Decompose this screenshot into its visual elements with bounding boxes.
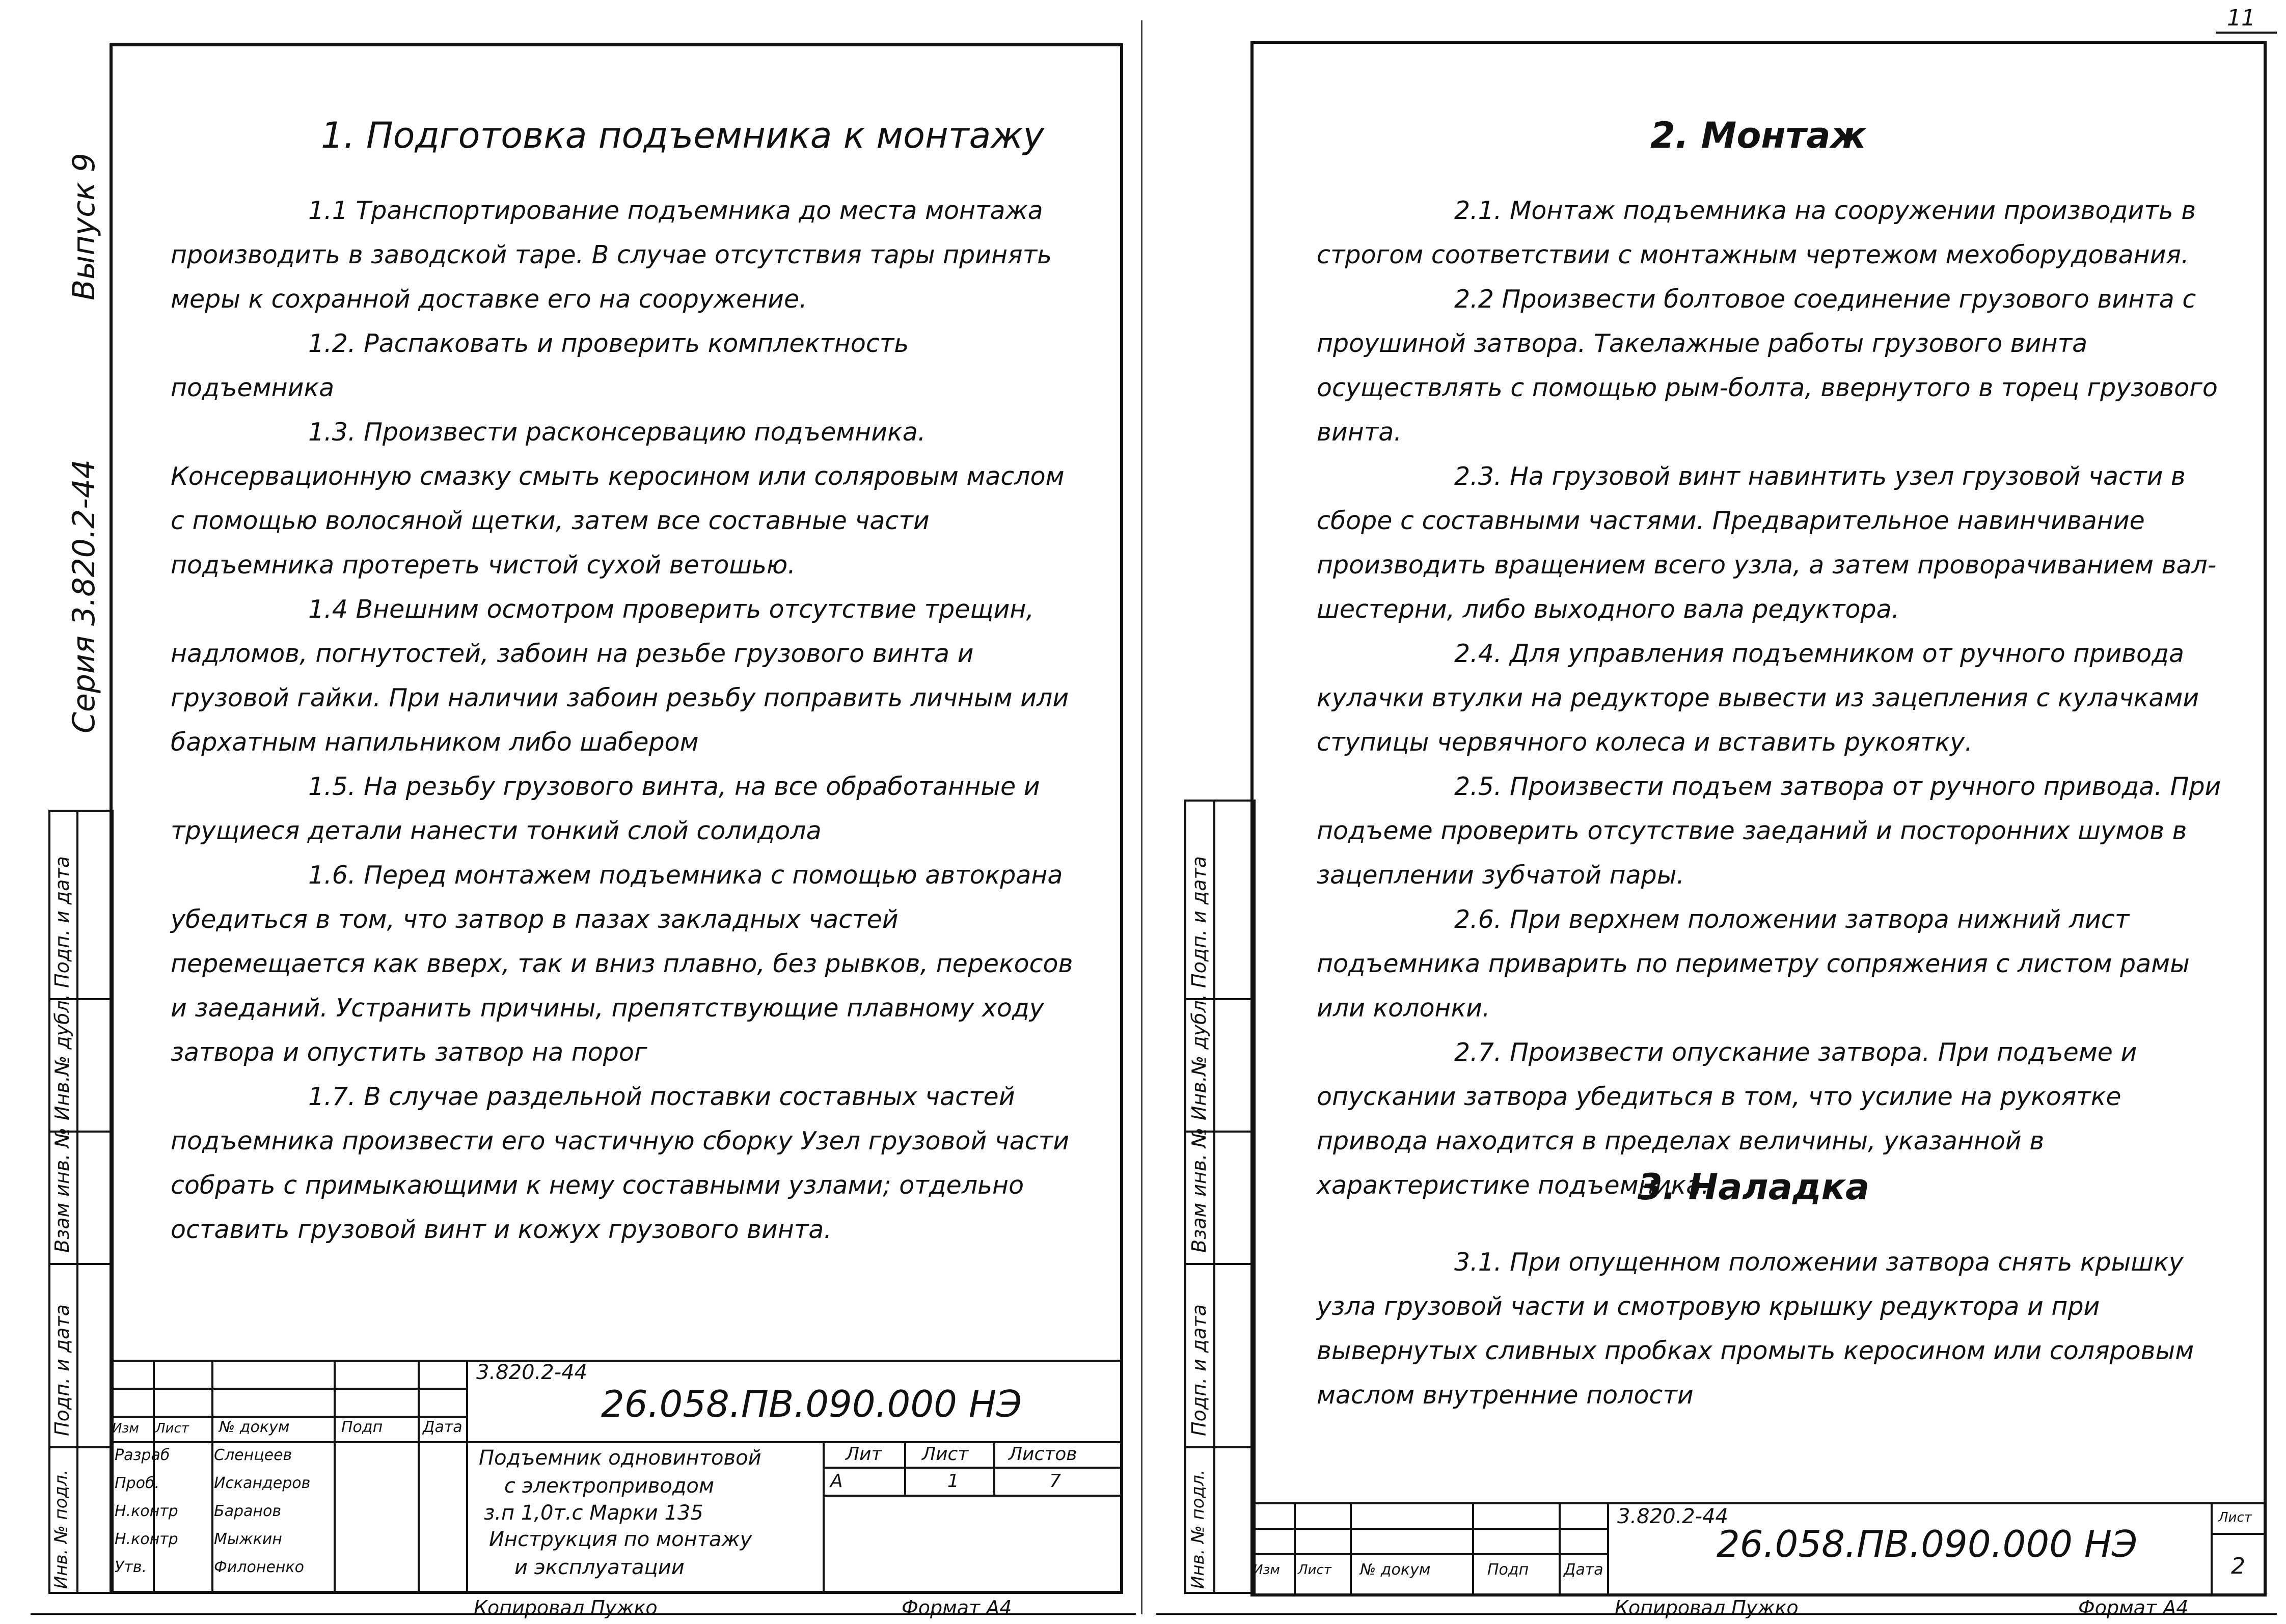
stamp-line [2211,1502,2213,1597]
section-3-body [1317,1240,2223,1417]
stamp-sheets-label: Листов [1009,1444,1077,1465]
paragraph-3-1: 3.1. При опущенном положении затвора снять крышку узла грузовой части и смотровую крышку редуктора и при вывернутых сливных пробках промыть керосином или соляровым маслом внутренние полости [1317,1248,2194,1410]
stamp-line [1607,1502,1609,1597]
page-number: 11 [2227,5,2255,31]
stamp-col-header: № докум [219,1418,290,1436]
paragraph-2-6: 2.6. При верхнем положении затвора нижний лист подъемника приварить по периметру сопряжения с листом рамы или колонки. [1317,905,2190,1023]
stamp-line [1250,1528,1607,1530]
stamp-line [1250,1553,1607,1555]
stamp-code: 26.058.ПВ.090.000 НЭ [601,1383,1022,1425]
stamp-description-line: з.п 1,0т.с Марки 135 [484,1501,703,1525]
left-side-series: Серия 3.820.2-44 [66,459,102,733]
right-stamp-col-header: Дата [1564,1561,1603,1579]
right-stamp-series: 3.820.2-44 [1617,1505,1729,1528]
left-strip-divider [76,810,78,1594]
right-strip-line [1184,1263,1256,1265]
left-footer-format: Формат А4 [902,1597,1012,1619]
stamp-series: 3.820.2-44 [476,1361,588,1384]
right-strip-label: Инв. № подл. [1188,1469,1208,1589]
stamp-line [993,1441,995,1495]
stamp-role: Разраб [115,1446,170,1464]
stamp-line [110,1441,1123,1443]
left-strip-line [48,1446,114,1448]
stamp-role: Н.контр [115,1502,178,1520]
right-bottom-rule [1156,1613,2277,1615]
stamp-line [823,1467,1123,1469]
paragraph-1-3: 1.3. Произвести расконсервацию подъемника. Консервационную смазку смыть керосином или соляровым маслом с помощью волосяной щетки, затем все составные части подъемника протереть чистой сухой ветошью. [171,418,1065,580]
paragraph-1-5: 1.5. На резьбу грузового винта, на все обработанные и трущиеся детали нанести тонкий слой солидола [171,772,1040,845]
left-side-issue: Выпуск 9 [66,153,102,300]
stamp-line [1472,1502,1474,1597]
stamp-role: Н.контр [115,1530,178,1548]
stamp-description-line: с электроприводом [504,1474,715,1498]
right-stamp-col-header: Лист [1298,1562,1331,1578]
stamp-col-header: Дата [423,1418,462,1436]
right-stamp-code: 26.058.ПВ.090.000 НЭ [1717,1523,2138,1565]
right-stamp-col-header: № докум [1360,1561,1431,1579]
stamp-sheet-label: Лист [922,1444,969,1465]
stamp-person: Филоненко [214,1558,305,1576]
stamp-person: Баранов [214,1502,282,1520]
stamp-line [110,1388,466,1390]
section-2-title: 2. Монтаж [1650,115,1866,156]
left-strip-line [48,1263,114,1265]
stamp-line [2211,1533,2267,1535]
left-bottom-rule [31,1613,1136,1615]
stamp-person: Искандеров [214,1474,311,1492]
paragraph-1-2: 1.2. Распаковать и проверить комплектность подъемника [171,329,909,402]
stamp-line [823,1441,825,1594]
left-strip-label: Подп. и дата [51,1304,73,1436]
stamp-role: Утв. [115,1558,147,1576]
left-strip-label: Инв.№ дубл. [51,994,73,1120]
stamp-line [1294,1502,1296,1597]
right-strip-label: Подп. и дата [1188,856,1210,988]
stamp-line [334,1360,336,1594]
section-3-title: 3. Наладка [1638,1166,1870,1208]
stamp-line [466,1360,468,1594]
right-stamp-sheet-value: 2 [2231,1553,2245,1579]
left-body [171,188,1077,1252]
stamp-sheet-value: 1 [947,1471,959,1492]
right-strip-label: Взам инв. № [1188,1127,1210,1253]
paragraph-2-2: 2.2 Произвести болтовое соединение грузового винта с проушиной затвора. Такелажные работы грузового винта осуществлять с помощью рым-болта, ввернутого в торец грузового винта. [1317,285,2218,447]
paragraph-2-7: 2.7. Произвести опускание затвора. При подъеме и опускании затвора убедиться в том, что усилие на рукоятке привода находится в пределах величины, указанной в характеристике подъемника. [1317,1038,2137,1200]
paragraph-2-5: 2.5. Произвести подъем затвора от ручного привода. При подъеме проверить отсутствие заеданий и посторонних шумов в зацеплении зубчатой пары. [1317,772,2221,890]
stamp-description-line: Подъемник одновинтовой [479,1446,761,1470]
left-strip-label: Инв. № подл. [51,1469,71,1589]
paragraph-1-4: 1.4 Внешним осмотром проверить отсутствие трещин, надломов, погнутостей, забоин на резьбе грузового винта и грузовой гайки. При наличии забоин резьбу поправить личным или бархатным напильником либо шабером [171,595,1069,757]
paragraph-2-1: 2.1. Монтаж подъемника на сооружении производить в строгом соответствии с монтажным чертежом мехоборудования. [1317,196,2196,269]
section-2-body [1317,188,2223,1207]
stamp-line [110,1416,466,1418]
paragraph-1-6: 1.6. Перед монтажем подъемника с помощью автокрана убедиться в том, что затвор в пазах закладных частей перемещается как вверх, так и вниз плавно, без рывков, перекосов и заеданий. Устранить причины, препятствующие плавному ходу затвора и опустить затвор на порог [171,861,1073,1067]
paragraph-2-3: 2.3. На грузовой винт навинтить узел грузовой части в сборе с составными частями. Предварительное навинчивание производить вращением всего узла, а затем проворачиванием вал-шестерни, либо выходного вала редуктора. [1317,462,2217,624]
right-stamp-sheet-label: Лист [2218,1510,2252,1525]
left-strip-label: Подп. и дата [51,856,73,988]
stamp-line [418,1360,420,1594]
right-footer-copied: Копировал Пужко [1615,1597,1799,1619]
stamp-line [110,1360,1123,1362]
stamp-line [1559,1502,1561,1597]
paragraph-1-1: 1.1 Транспортирование подъемника до места монтажа производить в заводской таре. В случае отсутствия тары принять меры к сохранной доставке его на сооружение. [171,196,1052,314]
stamp-line [904,1441,906,1495]
stamp-description-line: и эксплуатации [514,1556,685,1579]
stamp-person: Сленцеев [214,1446,292,1464]
paragraph-2-4: 2.4. Для управления подъемником от ручного привода кулачки втулки на редукторе вывести из зацепления с кулачками ступицы червячного колеса и вставить рукоятку. [1317,639,2199,757]
right-stamp-col-header: Подп [1487,1561,1529,1579]
page-number-underline [2216,32,2277,34]
paragraph-1-7: 1.7. В случае раздельной поставки составных частей подъемника произвести его частичную сборку Узел грузовой части собрать с примыкающими к нему составными узлами; отдельно оставить грузовой винт и кожух грузового винта. [171,1082,1070,1244]
stamp-role: Проб. [115,1474,159,1492]
left-section-title: 1. Подготовка подъемника к монтажу [321,115,1044,156]
left-footer-copied: Копировал Пужко [474,1597,658,1619]
stamp-line [211,1360,213,1594]
stamp-col-header: Подп [341,1418,383,1436]
stamp-col-header: Лист [155,1421,189,1436]
stamp-sheets-value: 7 [1049,1471,1061,1492]
right-strip-divider [1213,800,1215,1594]
stamp-col-header: Изм [112,1421,139,1436]
fold-line [1141,20,1142,1614]
left-strip-label: Взам инв. № [51,1127,73,1253]
right-strip-label: Подп. и дата [1188,1304,1210,1436]
stamp-lit-value: А [830,1471,843,1492]
stamp-person: Мыжкин [214,1530,282,1548]
stamp-line [823,1495,1123,1497]
right-stamp-col-header: Изм [1253,1562,1280,1578]
right-strip-label: Инв.№ дубл. [1188,994,1210,1120]
right-footer-format: Формат А4 [2078,1597,2189,1619]
stamp-line [1350,1502,1352,1597]
stamp-lit-label: Лит [846,1444,882,1465]
stamp-line [1250,1502,2267,1504]
right-strip-line [1184,1446,1256,1448]
stamp-description-line: Инструкция по монтажу [489,1528,752,1551]
